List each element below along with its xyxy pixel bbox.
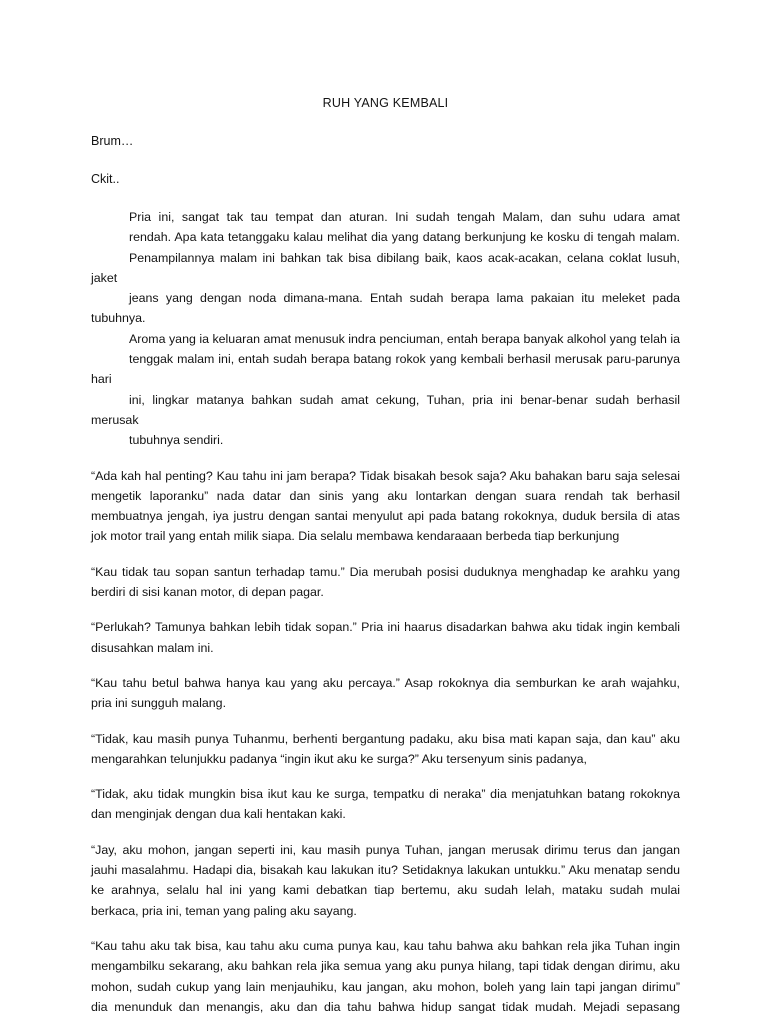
paragraph-line: mengetik laporanku” nada datar dan sinis yang aku lontarkan dengan suara rendah tak berhasil: [91, 488, 680, 503]
paragraph-line: berdiri di sisi kanan motor, di depan pagar.: [91, 585, 324, 600]
paragraph-line: mengarahkan telunjukku padanya “ingin ikut aku ke surga?” Aku tersenyum sinis padanya,: [91, 751, 587, 766]
paragraph-line: “Jay, aku mohon, jangan seperti ini, kau masih punya Tuhan, jangan merusak dirimu terus dan jangan: [91, 842, 680, 857]
story-title: RUH YANG KEMBALI: [322, 96, 449, 110]
paragraph-line: “Kau tidak tau sopan santun terhadap tamu.” Dia merubah posisi duduknya menghadap ke arahku yang: [91, 564, 680, 579]
paragraph-line: “Tidak, aku tidak mungkin bisa ikut kau ke surga, tempatku di neraka” dia menjatuhkan batang rokoknya: [91, 787, 680, 802]
paragraph-line: Aroma yang ia keluaran amat menusuk indra penciuman, entah berapa banyak alkohol yang telah ia: [129, 331, 680, 346]
paragraph-line: pria ini sungguh malang.: [91, 696, 227, 711]
paragraph-line: jauhi masalahmu. Hadapi dia, bisakah kau lakukan itu? Setidaknya lakukan untukku.” Aku menatap sendu: [91, 863, 680, 878]
paragraph-line: “Tidak, kau masih punya Tuhanmu, berhenti bergantung padaku, aku bisa mati kapan saja, dan kau” aku: [91, 731, 680, 746]
paragraph-line: “Kau tahu betul bahwa hanya kau yang aku percaya.” Asap rokoknya dia semburkan ke arah wajahku,: [91, 675, 680, 690]
paragraph-9: [91, 936, 680, 1017]
paragraph-line: “Ada kah hal penting? Kau tahu ini jam berapa? Tidak bisakah besok saja? Aku bahakan baru saja selesai: [91, 468, 680, 483]
paragraph-line: disusahkan malam ini.: [91, 640, 214, 655]
paragraph-4: [91, 617, 680, 658]
paragraph-6: [91, 729, 680, 770]
paragraph-line: “Perlukah? Tamunya bahkan lebih tidak sopan.” Pria ini haarus disadarkan bahwa aku tidak ingin kembali: [91, 620, 680, 635]
paragraph-line: Pria ini, sangat tak tau tempat dan aturan. Ini sudah tengah Malam, dan suhu udara amat: [129, 210, 680, 224]
paragraph-line: berkaca, pria ini, teman yang paling aku sayang.: [91, 903, 357, 918]
paragraph-line: tenggak malam ini, entah sudah berapa batang rokok yang kembali berhasil merusak paru-parunya hari: [91, 352, 680, 387]
paragraph-3: [91, 562, 680, 603]
intro-line-1: Brum…: [91, 134, 134, 148]
paragraph-line: membuatnya jengah, iya justru dengan santai menyulut api pada batang rokoknya, duduk bersila di atas: [91, 509, 680, 524]
paragraph-line: jok motor trail yang entah milik siapa. Dia selalu membawa kendaraaan berbeda tiap berkunjung: [91, 529, 620, 544]
paragraph-7: [91, 784, 680, 825]
paragraph-line: dan menginjak dengan dua kali hentakan kaki.: [91, 807, 346, 822]
intro-line-2: Ckit..: [91, 172, 120, 186]
paragraph-2: [91, 466, 680, 547]
story-body: [91, 207, 680, 1017]
paragraph-line: ini, lingkar matanya bahkan sudah amat cekung, Tuhan, pria ini benar-benar sudah berhasil merusak: [91, 392, 680, 427]
paragraph-1: [91, 207, 680, 451]
paragraph-line: mohon, sudah cukup yang lain menjauhiku, kau jangan, aku mohon, boleh yang lain tapi jangan dirimu”: [91, 979, 680, 994]
paragraph-line: tubuhnya sendiri.: [129, 433, 224, 448]
paragraph-line: Penampilannya malam ini bahkan tak bisa dibilang baik, kaos acak-acakan, celana coklat lusuh, jaket: [91, 250, 680, 285]
paragraph-line: jeans yang dengan noda dimana-mana. Entah sudah berapa lama pakaian itu meleket pada tubuhnya.: [91, 291, 680, 326]
paragraph-5: [91, 673, 680, 714]
paragraph-line: mengambilku sekarang, aku bahkan rela jika semua yang aku punya hilang, tapi tidak dengan dirimu, aku: [91, 959, 680, 974]
paragraph-line: dia menunduk dan menangis, aku dan dia tahu bahwa hidup sangat tidak mudah. Mejadi sepasang: [91, 999, 680, 1014]
paragraph-line: rendah. Apa kata tetanggaku kalau melihat dia yang datang berkunjung ke kosku di tengah malam.: [129, 230, 680, 245]
paragraph-line: ke arahnya, selalu hal ini yang kami debatkan tiap bertemu, aku sudah lelah, mataku sudah mulai: [91, 883, 680, 898]
paragraph-8: [91, 840, 680, 921]
paragraph-line: “Kau tahu aku tak bisa, kau tahu aku cuma punya kau, kau tahu bahwa aku bahkan rela jika Tuhan ingin: [91, 938, 680, 953]
